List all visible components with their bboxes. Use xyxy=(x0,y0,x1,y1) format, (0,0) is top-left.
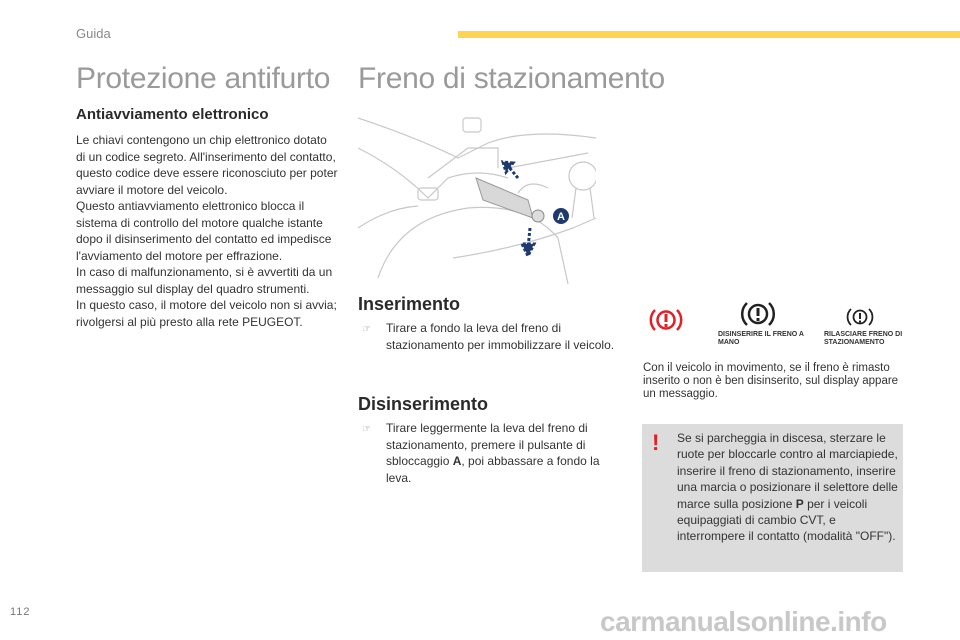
callout-label: A xyxy=(557,211,565,223)
pointing-hand-icon: ☞ xyxy=(362,324,371,335)
brake-label-2: RILASCIARE FRENO DI STAZIONAMENTO xyxy=(824,331,903,346)
step-text xyxy=(386,420,612,486)
brake-warning-icon xyxy=(740,300,776,328)
parking-brake-illustration xyxy=(358,108,596,284)
parking-note-text xyxy=(677,430,901,545)
text: Tirare leggermente la leva del freno di stazionamento, premere il pulsante di sbloccaggio xyxy=(386,421,588,468)
exclamation-icon: ! xyxy=(652,430,660,455)
page-title-left: Protezione antifurto xyxy=(76,62,331,95)
paragraph: In questo caso, il motore del veicolo non si avvia; rivolgersi al più presto alla rete PEUGEOT. xyxy=(76,298,337,329)
section-label: Guida xyxy=(76,26,111,41)
paragraph: In caso di malfunzionamento, si è avvertiti da un messaggio sul display del quadro strumenti. xyxy=(76,265,333,296)
header-bar xyxy=(458,31,960,38)
pointing-hand-icon: ☞ xyxy=(362,424,371,435)
brake-warning-red-icon xyxy=(648,306,684,334)
paragraph: Le chiavi contengono un chip elettronico dotato di un codice segreto. All'inserimento del contatto, questo codice deve essere riconosciuto per poter avviare il motore del veicolo. xyxy=(76,133,338,197)
page-number: 112 xyxy=(10,606,31,618)
text: per i veicoli equipaggiati di cambio CVT, e interrompere il contatto (modalità "OFF"). xyxy=(677,496,896,544)
page-title-right: Freno di stazionamento xyxy=(358,62,665,95)
inserimento-title: Inserimento xyxy=(358,294,461,314)
brake-warning-small-icon xyxy=(846,306,874,328)
warning-message: Con il veicolo in movimento, se il freno è rimasto inserito o non è ben disinserito, sul display appare un messaggio. xyxy=(643,362,899,400)
brake-label-1: DISINSERIRE IL FRENO A MANO xyxy=(718,331,804,346)
text: , poi abbassare a fondo la leva. xyxy=(386,454,600,485)
disinserimento-step xyxy=(362,420,612,486)
text: Se si parcheggia in discesa, sterzare le ruote per bloccarle contro al marciapiede, inserire il freno di stazionamento, inserire una marcia o posizionare il selettore delle marce sulla posizione xyxy=(677,431,898,511)
watermark: carmanualsonline.info xyxy=(600,606,887,637)
disinserimento-title: Disinserimento xyxy=(358,394,489,414)
bold-text: P xyxy=(795,496,804,511)
step-text: Tirare a fondo la leva del freno di stazionamento per immobilizzare il veicolo. xyxy=(386,321,615,352)
inserimento-step xyxy=(362,320,627,353)
subtitle: Antiavviamento elettronico xyxy=(76,106,269,123)
paragraph: Questo antiavviamento elettronico blocca il sistema di controllo del motore qualche istante dopo il disinserimento del contatto ed impedisce l'avviamento del motore per effrazione. xyxy=(76,199,332,263)
left-body xyxy=(76,132,338,330)
bold-text: A xyxy=(452,454,462,468)
